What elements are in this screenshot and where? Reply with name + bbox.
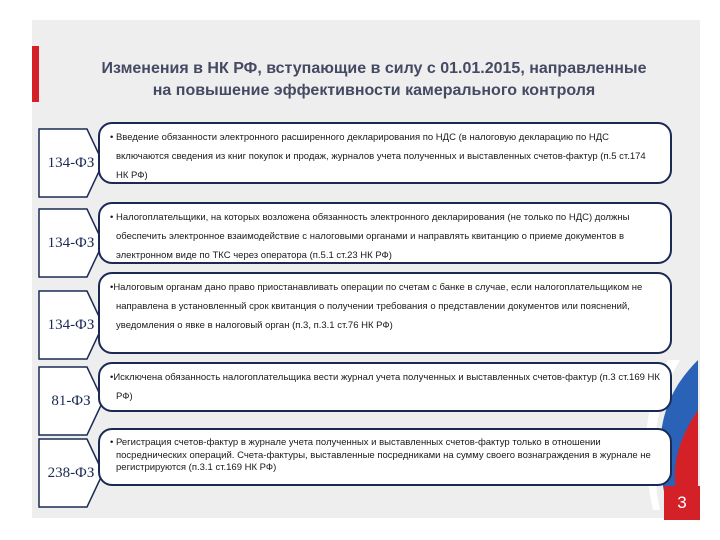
law-tag-label: 134-ФЗ <box>47 154 95 171</box>
law-tag-label: 81-ФЗ <box>51 392 91 409</box>
change-item-text: •Исключена обязанность налогоплательщика вести журнал учета полученных и выставленных счетов-фактур (п.3 ст.169 НК РФ) <box>110 372 660 402</box>
page-title-line-2: на повышение эффективности камерального контроля <box>152 82 596 99</box>
change-item-text: • Введение обязанности электронного расширенного декларирования по НДС (в налоговую декларацию по НДС включаются сведения из книг покупок и продаж, журналов учета полученных и выставленных счетов-фактур (п.5 ст.174 НК РФ) <box>110 132 646 181</box>
law-tag <box>38 128 104 198</box>
title-accent-bar <box>32 46 39 102</box>
change-item-box <box>98 428 672 486</box>
law-tag <box>38 438 104 508</box>
change-item-text: •Налоговым органам дано право приостанавливать операции по счетам с банке в случае, если налогоплательщиком не направлена в установленный срок квитанция о получении требования о представлении документов или пояснений, уведомления о явке в налоговый орган (п.3, п.3.1 ст.76 НК РФ) <box>110 282 643 331</box>
change-item-box <box>98 362 672 412</box>
law-tag <box>38 366 104 436</box>
page-title <box>48 58 700 102</box>
law-tag <box>38 208 104 278</box>
law-tag-label: 238-ФЗ <box>47 464 95 481</box>
law-tag <box>38 290 104 360</box>
change-item-box <box>98 202 672 264</box>
law-tag-label: 134-ФЗ <box>47 234 95 251</box>
law-tag-label: 134-ФЗ <box>47 316 95 333</box>
change-item-box <box>98 272 672 354</box>
page-title-line-1: Изменения в НК РФ, вступающие в силу с 01.01.2015, направленные <box>101 60 647 77</box>
change-item-text: • Регистрация счетов-фактур в журнале учета полученных и выставленных счетов-фактур только в отношении посреднических операций. Счета-фактуры, выставленные посредниками на сумму своего вознаграждения в журнале не регистрируются (п.3.1 ст.169 НК РФ) <box>110 437 651 473</box>
change-item-box <box>98 122 672 184</box>
change-item-text: • Налогоплательщики, на которых возложена обязанность электронного декларирования (не только по НДС) должны обеспечить электронное взаимодействие с налоговыми органами и направлять квитанцию о приеме документов в электронном виде по ТКС через оператора (п.5.1 ст.23 НК РФ) <box>110 212 630 261</box>
page-number: 3 <box>664 486 700 520</box>
